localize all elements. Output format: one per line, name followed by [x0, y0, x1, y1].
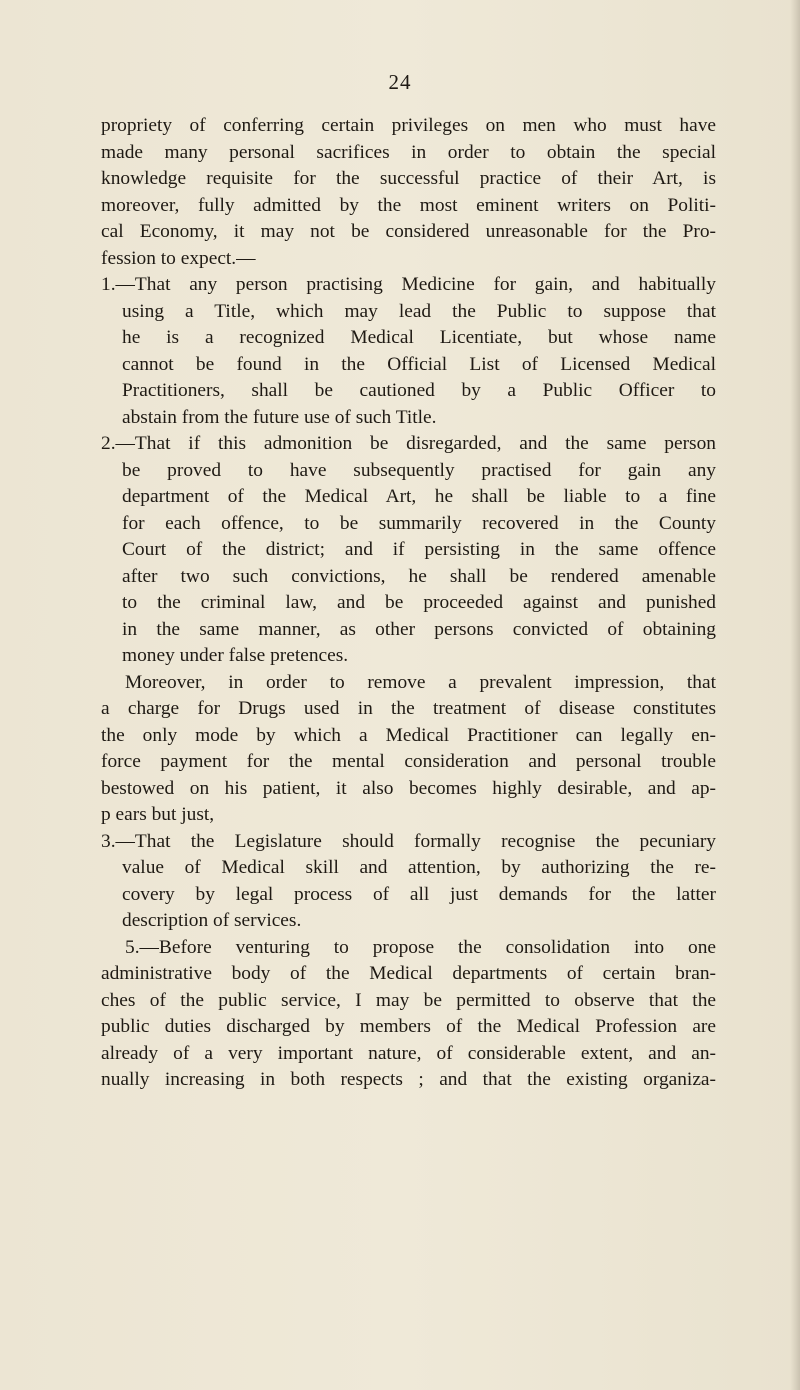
body-text	[101, 113, 716, 1094]
text-line: money under false pretences.	[122, 645, 349, 666]
text-line: fession to expect.—	[101, 247, 256, 269]
text-line: cal Economy, it may not be considered unreasonable for the Pro-	[101, 221, 716, 242]
text-line: 2.—That if this admonition be disregarded, and the same person	[101, 433, 716, 454]
text-line: knowledge requisite for the successful practice of their Art, is	[101, 168, 716, 189]
text-line: made many personal sacrifices in order to obtain the special	[101, 141, 716, 163]
text-line: he is a recognized Medical Licentiate, but whose name	[122, 327, 716, 348]
text-line: administrative body of the Medical departments of certain bran-	[101, 963, 716, 984]
text-line: 3.—That the Legislature should formally recognise the pecuniary	[101, 830, 716, 852]
text-line: 1.—That any person practising Medicine for gain, and habitually	[101, 274, 716, 295]
text-line: moreover, fully admitted by the most eminent writers on Politi-	[101, 194, 716, 216]
text-line: bestowed on his patient, it also becomes highly desirable, and ap-	[101, 777, 716, 799]
text-line: public duties discharged by members of the Medical Profession are	[101, 1016, 716, 1037]
text-line: using a Title, which may lead the Public to suppose that	[122, 300, 716, 322]
text-line: in the same manner, as other persons convicted of obtaining	[122, 618, 716, 640]
text-line: department of the Medical Art, he shall be liable to a fine	[122, 486, 716, 507]
text-line: to the criminal law, and be proceeded against and punished	[122, 592, 716, 613]
text-line: value of Medical skill and attention, by authorizing the re-	[122, 857, 716, 878]
text-line: abstain from the future use of such Title.	[122, 406, 437, 428]
text-line: be proved to have subsequently practised for gain any	[122, 459, 716, 481]
text-line: nually increasing in both respects ; and that the existing organiza-	[101, 1069, 716, 1090]
page-number: 24	[388, 70, 412, 94]
text-line: the only mode by which a Medical Practitioner can legally en-	[101, 724, 716, 746]
text-line: a charge for Drugs used in the treatment of disease constitutes	[101, 698, 716, 719]
text-line: already of a very important nature, of considerable extent, and an-	[101, 1042, 716, 1064]
page-edge-shadow	[790, 0, 800, 1390]
text-line: after two such convictions, he shall be rendered amenable	[122, 565, 716, 587]
text-line: 5.—Before venturing to propose the consolidation into one	[125, 936, 716, 958]
text-line: force payment for the mental consideration and personal trouble	[101, 751, 716, 772]
text-line: Court of the district; and if persisting in the same offence	[122, 539, 716, 560]
text-line: Moreover, in order to remove a prevalent impression, that	[125, 671, 716, 693]
text-line: Practitioners, shall be cautioned by a Public Officer to	[122, 380, 716, 401]
text-line: for each offence, to be summarily recovered in the County	[122, 512, 716, 534]
text-line: cannot be found in the Official List of Licensed Medical	[122, 353, 716, 375]
text-line: propriety of conferring certain privileges on men who must have	[101, 115, 716, 136]
text-line: description of services.	[122, 910, 302, 931]
text-line: ches of the public service, I may be permitted to observe that the	[101, 989, 716, 1011]
text-line: p ears but just,	[101, 804, 215, 825]
text-line: covery by legal process of all just demands for the latter	[122, 883, 716, 905]
